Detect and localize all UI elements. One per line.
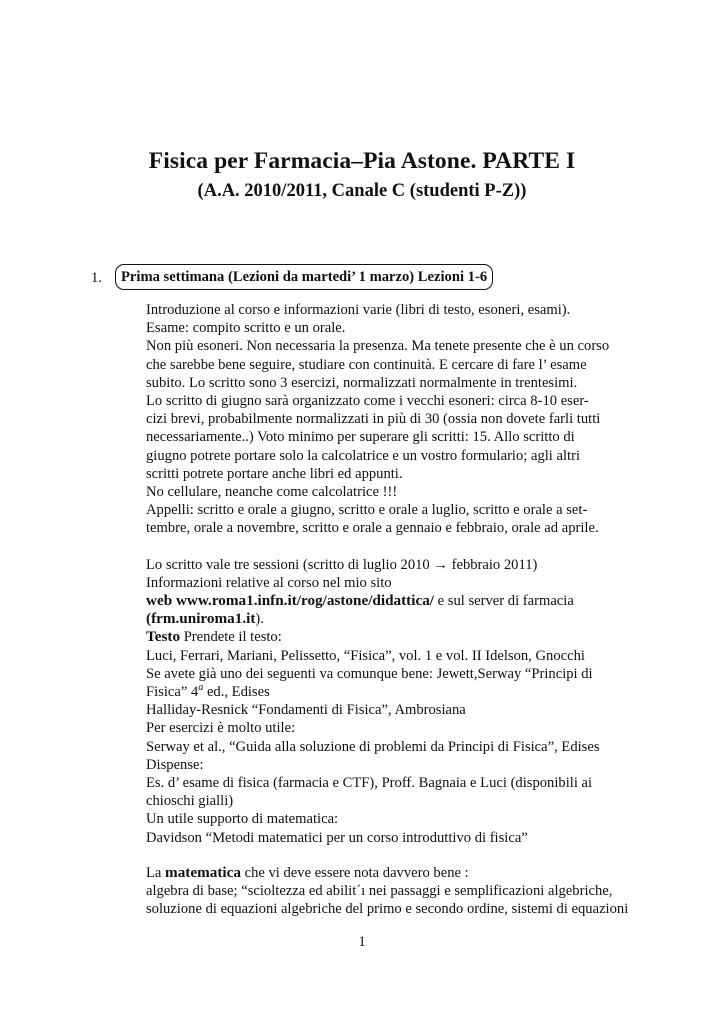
- text-line: subito. Lo scritto sono 3 esercizi, normalizzati normalmente in trentesimi.: [146, 374, 578, 391]
- document-subtitle: (A.A. 2010/2011, Canale C (studenti P-Z)): [197, 181, 527, 201]
- text-line: necessariamente..) Voto minimo per superare gli scritti: 15. Allo scritto di: [146, 429, 575, 446]
- book-line: Un utile supporto di matematica:: [146, 811, 339, 828]
- book-line: chioschi gialli): [146, 793, 234, 810]
- book-line: Luci, Ferrari, Mariani, Pelissetto, “Fisica”, vol. 1 e vol. II Idelson, Gnocchi: [146, 647, 585, 664]
- text-line: giugno potrete portare solo la calcolatrice e un vostro formulario; agli altri: [146, 447, 581, 464]
- text-line: cizi brevi, probabilmente normalizzati in più di 30 (ossia non dovete farli tutti: [146, 411, 601, 428]
- book-line: Halliday-Resnick “Fondamenti di Fisica”, Ambrosiana: [146, 702, 466, 719]
- text-line: tembre, orale a novembre, scritto e orale a gennaio e febbraio, orale ad aprile.: [146, 520, 599, 537]
- book-line: Fisica” 4$^a$ ed., Edises: [146, 682, 270, 701]
- frm-line: (frm.uniroma1.it).: [146, 610, 264, 628]
- text-line: Appelli: scritto e orale a giugno, scritto e orale a luglio, scritto e orale a set-: [146, 502, 588, 519]
- frm-link[interactable]: frm.uniroma1.it: [151, 610, 256, 628]
- text-line: Lo scritto di giugno sarà organizzato come i vecchi esoneri: circa 8-10 eser-: [146, 393, 589, 410]
- book-line: Es. d’ esame di fisica (farmacia e CTF), Proff. Bagnaia e Luci (disponibili ai: [146, 775, 593, 792]
- text-line: Esame: compito scritto e un orale.: [146, 320, 346, 337]
- testo-label: Testo: [146, 628, 181, 646]
- book-line: Per esercizi è molto utile:: [146, 720, 296, 737]
- math-line: soluzione di equazioni algebriche del primo e secondo ordine, sistemi di equazioni: [146, 901, 629, 918]
- web-line: [146, 592, 634, 610]
- text-line: scritti potrete portare anche libri ed appunti.: [146, 465, 403, 482]
- book-line: Davidson “Metodi matematici per un corso introduttivo di fisica”: [146, 829, 528, 846]
- text-line: Introduzione al corso e informazioni varie (libri di testo, esoneri, esami).: [146, 302, 571, 318]
- info-line: Informazioni relative al corso nel mio sito: [146, 574, 392, 591]
- math-keyword: matematica: [165, 863, 241, 881]
- body-text: [146, 301, 634, 919]
- web-link[interactable]: web www.roma1.infn.it/rog/astone/didattica/: [146, 592, 435, 610]
- document-title: Fisica per Farmacia–Pia Astone. PARTE I: [148, 148, 576, 174]
- math-line: algebra di base; “scioltezza ed abilit´ı nei passaggi e semplificazioni algebriche,: [146, 883, 613, 900]
- text-line: Non più esoneri. Non necessaria la presenza. Ma tenete presente che è un corso: [146, 338, 610, 355]
- text-line: No cellulare, neanche come calcolatrice !!!: [146, 484, 398, 501]
- web-rest: e sul server di farmacia: [434, 593, 574, 610]
- item-number: 1.: [91, 270, 102, 286]
- page-number: 1: [358, 934, 366, 950]
- text-line: che sarebbe bene seguire, studiare con continuità. E cercare di fare l’ esame: [146, 356, 587, 373]
- book-line: Serway et al., “Guida alla soluzione di problemi da Principi di Fisica”, Edises: [146, 738, 600, 755]
- sessions-line: Lo scritto vale tre sessioni (scritto di luglio 2010 → febbraio 2011): [146, 556, 538, 573]
- boxed-week-heading: Prima settimana (Lezioni da martedi’ 1 marzo) Lezioni 1-6: [115, 264, 493, 290]
- book-line: Se avete già uno dei seguenti va comunque bene: Jewett,Serway “Principi di: [146, 665, 593, 682]
- book-line: Dispense:: [146, 756, 204, 773]
- math-heading-line: La matematica che vi deve essere nota davvero bene :: [146, 863, 469, 881]
- testo-line: Testo Prendete il testo:: [146, 628, 282, 646]
